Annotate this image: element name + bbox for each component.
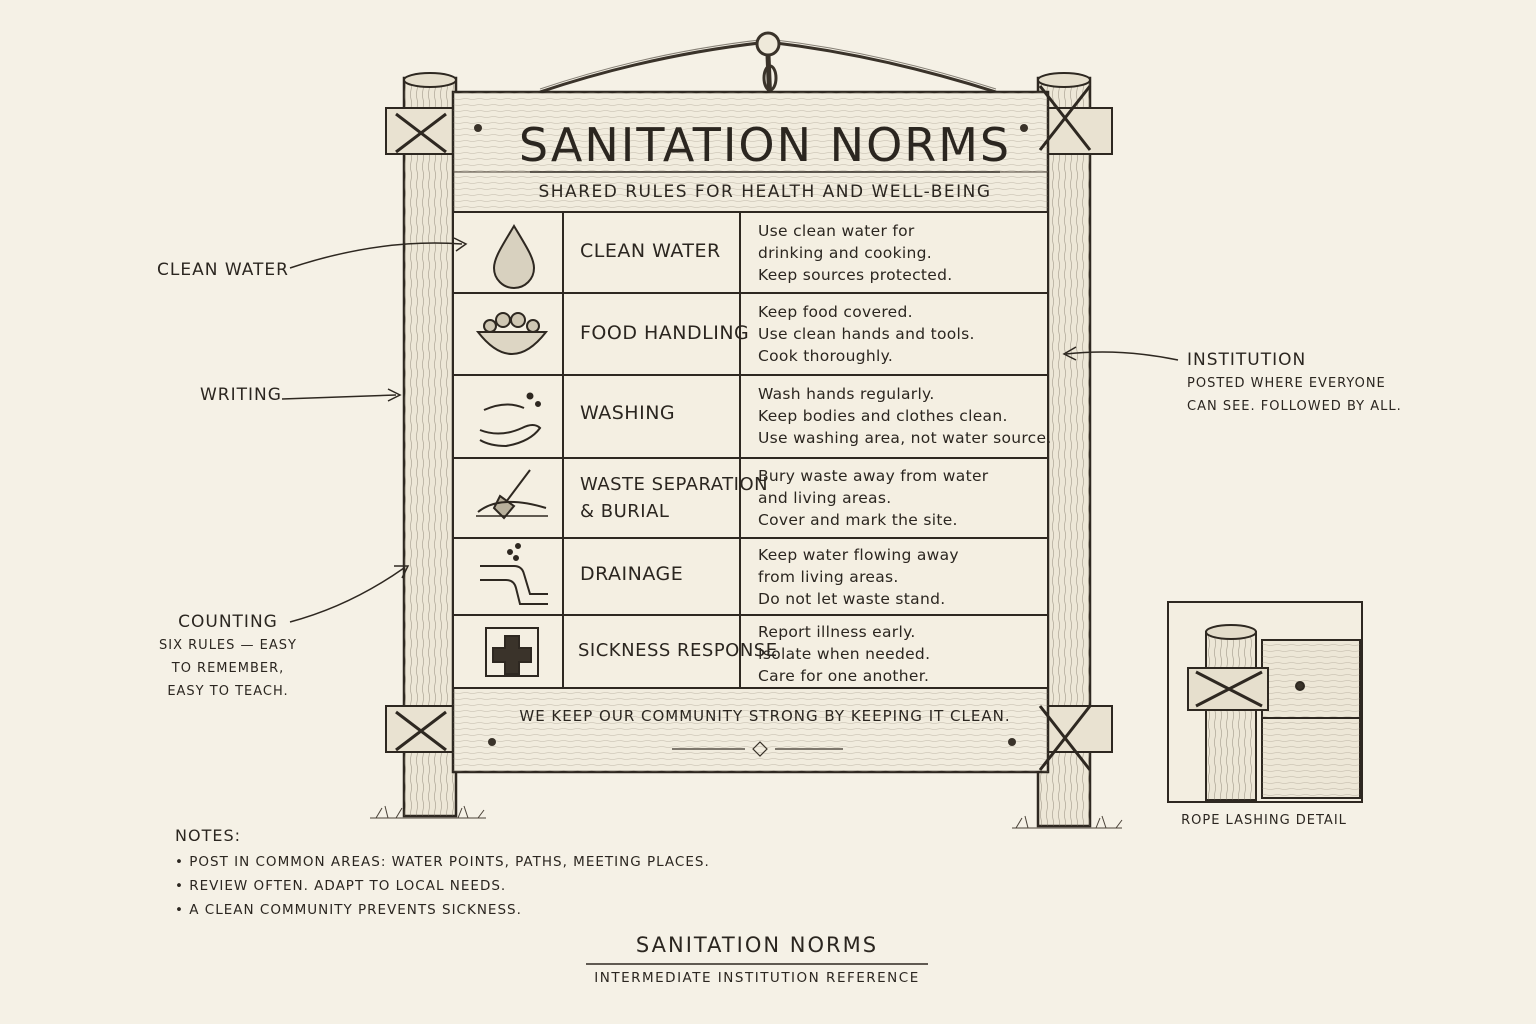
list-item: • REVIEW OFTEN. ADAPT TO LOCAL NEEDS. [175, 874, 710, 898]
rope-lashing-detail-illustration [1168, 602, 1362, 802]
list-item: • A CLEAN COMMUNITY PREVENTS SICKNESS. [175, 898, 710, 922]
footer-title: SANITATION NORMS [635, 933, 879, 957]
callout-writing: WRITING [200, 385, 282, 405]
callout-institution: INSTITUTION POSTED WHERE EVERYONE CAN SEE. FOLLOWED BY ALL. [1187, 350, 1402, 414]
list-item: • POST IN COMMON AREAS: WATER POINTS, PATHS, MEETING PLACES. [175, 850, 710, 874]
callout-clean-water: CLEAN WATER [157, 260, 289, 280]
grass-tufts [370, 806, 1122, 828]
detail-caption: ROPE LASHING DETAIL [1181, 813, 1347, 828]
rule-name-washing: WASHING [580, 402, 676, 424]
rule-name-drainage: DRAINAGE [580, 563, 684, 585]
rule-name-waste-separation: WASTE SEPARATION & BURIAL [580, 474, 769, 522]
rule-name-clean-water: CLEAN WATER [580, 240, 721, 262]
rule-text-waste-separation: Bury waste away from water and living areas. Cover and mark the site. [758, 467, 989, 529]
rule-text-clean-water: Use clean water for drinking and cooking. Keep sources protected. [758, 222, 953, 284]
rule-text-sickness-response: Report illness early. Isolate when needed. Care for one another. [758, 623, 931, 685]
notes-title: NOTES: [175, 826, 241, 845]
rule-text-washing: Wash hands regularly. Keep bodies and clothes clean. Use washing area, not water source. [758, 385, 1052, 447]
rule-name-sickness-response: SICKNESS RESPONSE [578, 640, 778, 661]
rule-text-food-handling: Keep food covered. Use clean hands and tools. Cook thoroughly. [758, 303, 975, 365]
footer-subtitle: INTERMEDIATE INSTITUTION REFERENCE [594, 970, 920, 986]
rule-text-drainage: Keep water flowing away from living areas. Do not let waste stand. [758, 546, 959, 608]
notes-list [175, 850, 710, 922]
sign-motto: WE KEEP OUR COMMUNITY STRONG BY KEEPING IT CLEAN. [519, 707, 1011, 725]
sign-title: SANITATION NORMS [518, 118, 1012, 172]
sign-subtitle: SHARED RULES FOR HEALTH AND WELL-BEING [538, 182, 992, 202]
callout-counting: COUNTING SIX RULES — EASY TO REMEMBER, EASY TO TEACH. [159, 612, 297, 699]
rule-name-food-handling: FOOD HANDLING [580, 322, 750, 344]
